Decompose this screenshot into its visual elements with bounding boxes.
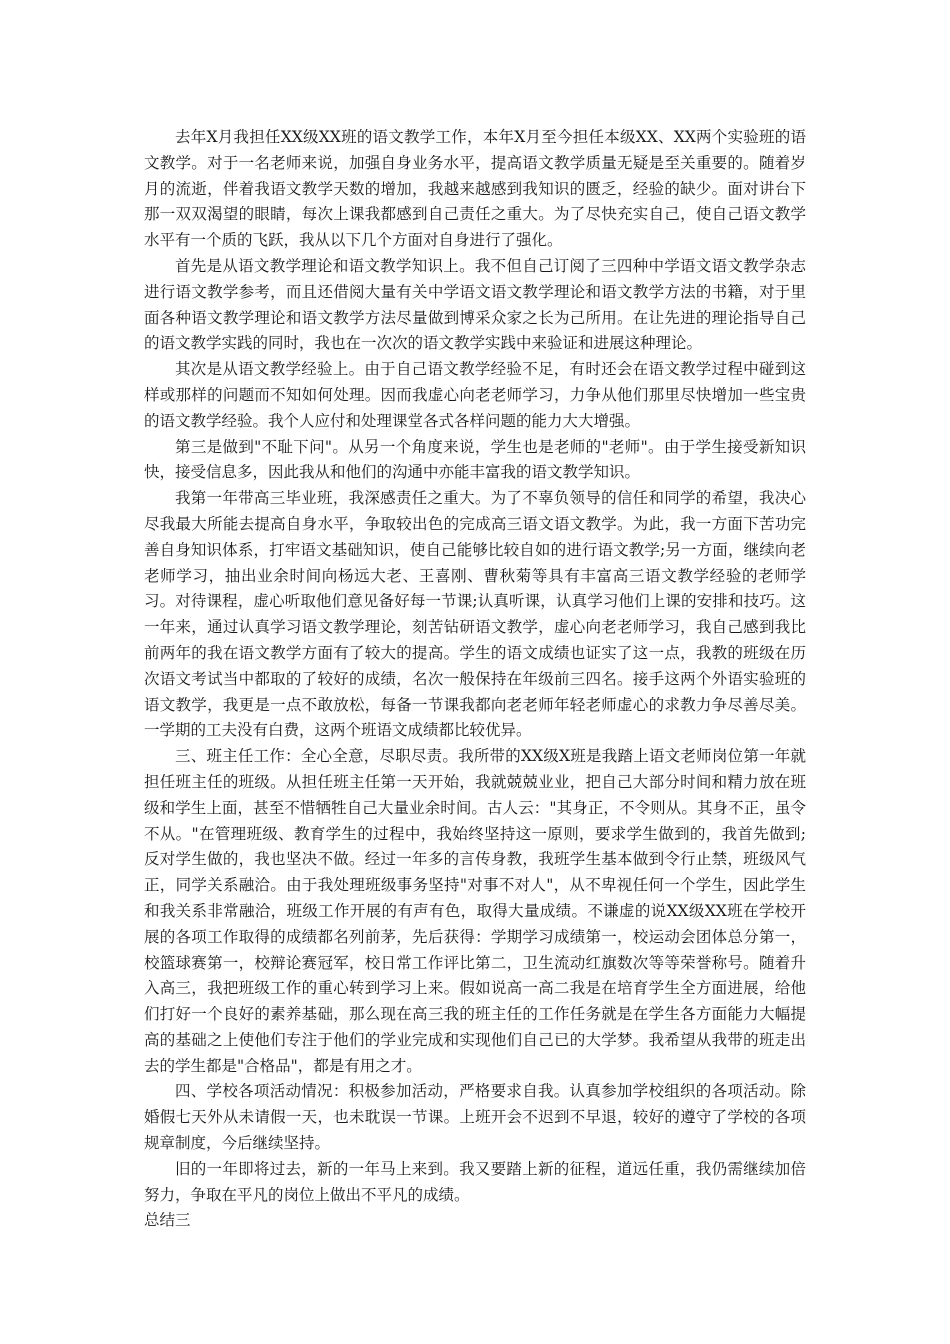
paragraph-senior-class: 我第一年带高三毕业班，我深感责任之重大。为了不辜负领导的信任和同学的希望，我决心尽我最大所能去提高自身水平，争取较出色的完成高三语文语文教学。为此，我一方面下苦功完善自身知识体系，打牢语文基础知识，使自己能够比较自如的进行语文教学;另一方面，继续向老老师学习，抽出业余时间向杨远大老、王喜刚、曹秋菊等具有丰富高三语文教学经验的老师学习。对待课程，虚心听取他们意见备好每一节课;认真听课，认真学习他们上课的安排和技巧。这一年来，通过认真学习语文教学理论，刻苦钻研语文教学，虚心向老老师学习，我自己感到我比前两年的我在语文教学方面有了较大的提高。学生的语文成绩也证实了这一点，我教的班级在历次语文考试当中都取的了较好的成绩，名次一般保持在年级前三四名。接手这两个外语实验班的语文教学，我更是一点不敢放松，每备一节课我都向老老师年轻老师虚心的求教力争尽善尽美。一学期的工夫没有白费，这两个班语文成绩都比较优异。 <box>144 489 806 740</box>
paragraph-experience: 其次是从语文教学经验上。由于自己语文教学经验不足，有时还会在语文教学过程中碰到这样或那样的问题而不知如何处理。因而我虚心向老老师学习，力争从他们那里尽快增加一些宝贵的语文教学经验。我个人应付和处理课堂各式各样问题的能力大大增强。 <box>144 360 806 430</box>
document-body <box>144 125 806 1234</box>
paragraph-ask-students: 第三是做到"不耻下问"。从另一个角度来说，学生也是老师的"老师"。由于学生接受新知识快，接受信息多，因此我从和他们的沟通中亦能丰富我的语文教学知识。 <box>144 437 806 482</box>
paragraph-school-activities: 四、学校各项活动情况：积极参加活动，严格要求自我。认真参加学校组织的各项活动。除婚假七天外从未请假一天，也未耽误一节课。上班开会不迟到不早退，较好的遵守了学校的各项规章制度，今后继续坚持。 <box>144 1082 806 1153</box>
section-heading: 总结三 <box>144 1211 191 1230</box>
paragraph-head-teacher: 三、班主任工作：全心全意，尽职尽责。我所带的XX级X班是我踏上语文老师岗位第一年就担任班主任的班级。从担任班主任第一天开始，我就兢兢业业，把自己大部分时间和精力放在班级和学生上面，甚至不惜牺牲自己大量业余时间。古人云："其身正，不令则从。其身不正，虽令不从。"在管理班级、教育学生的过程中，我始终坚持这一原则，要求学生做到的，我首先做到;反对学生做的，我也坚决不做。经过一年多的言传身教，我班学生基本做到令行止禁，班级风气正，同学关系融洽。由于我处理班级事务坚持"对事不对人"，从不卑视任何一个学生，因此学生和我关系非常融洽，班级工作开展的有声有色，取得大量成绩。不谦虚的说XX级XX班在学校开展的各项工作取得的成绩都名列前茅，先后获得：学期学习成绩第一，校运动会团体总分第一，校篮球赛第一，校辩论赛冠军，校日常工作评比第二，卫生流动红旗数次等等荣誉称号。随着升入高三，我把班级工作的重心转到学习上来。假如说高一高二我是在培育学生全方面进展，给他们打好一个良好的素养基础，那么现在高三我的班主任的工作任务就是在学生各方面能力大幅提高的基础之上使他们专注于他们的学业完成和实现他们自己已的大学梦。我希望从我带的班走出去的学生都是"合格品"，都是有用之才。 <box>144 747 806 1075</box>
paragraph-conclusion: 旧的一年即将过去，新的一年马上来到。我又要踏上新的征程，道远任重，我仍需继续加倍努力，争取在平凡的岗位上做出不平凡的成绩。 <box>144 1159 806 1204</box>
paragraph-theory: 首先是从语文教学理论和语文教学知识上。我不但自己订阅了三四种中学语文语文教学杂志进行语文教学参考，而且还借阅大量有关中学语文语文教学理论和语文教学方法的书籍，对于里面各种语文教学理论和语文教学方法尽量做到博采众家之长为己所用。在让先进的理论指导自己的语文教学实践的同时，我也在一次次的语文教学实践中来验证和进展这种理论。 <box>144 256 806 353</box>
paragraph-intro: 去年X月我担任XX级XX班的语文教学工作，本年X月至今担任本级XX、XX两个实验班的语文教学。对于一名老师来说，加强自身业务水平，提高语文教学质量无疑是至关重要的。随着岁月的流逝，伴着我语文教学天数的增加，我越来越感到我知识的匮乏，经验的缺少。面对讲台下那一双双渴望的眼睛，每次上课我都感到自己责任之重大。为了尽快充实自己，使自己语文教学水平有一个质的飞跃，我从以下几个方面对自身进行了强化。 <box>144 128 806 250</box>
